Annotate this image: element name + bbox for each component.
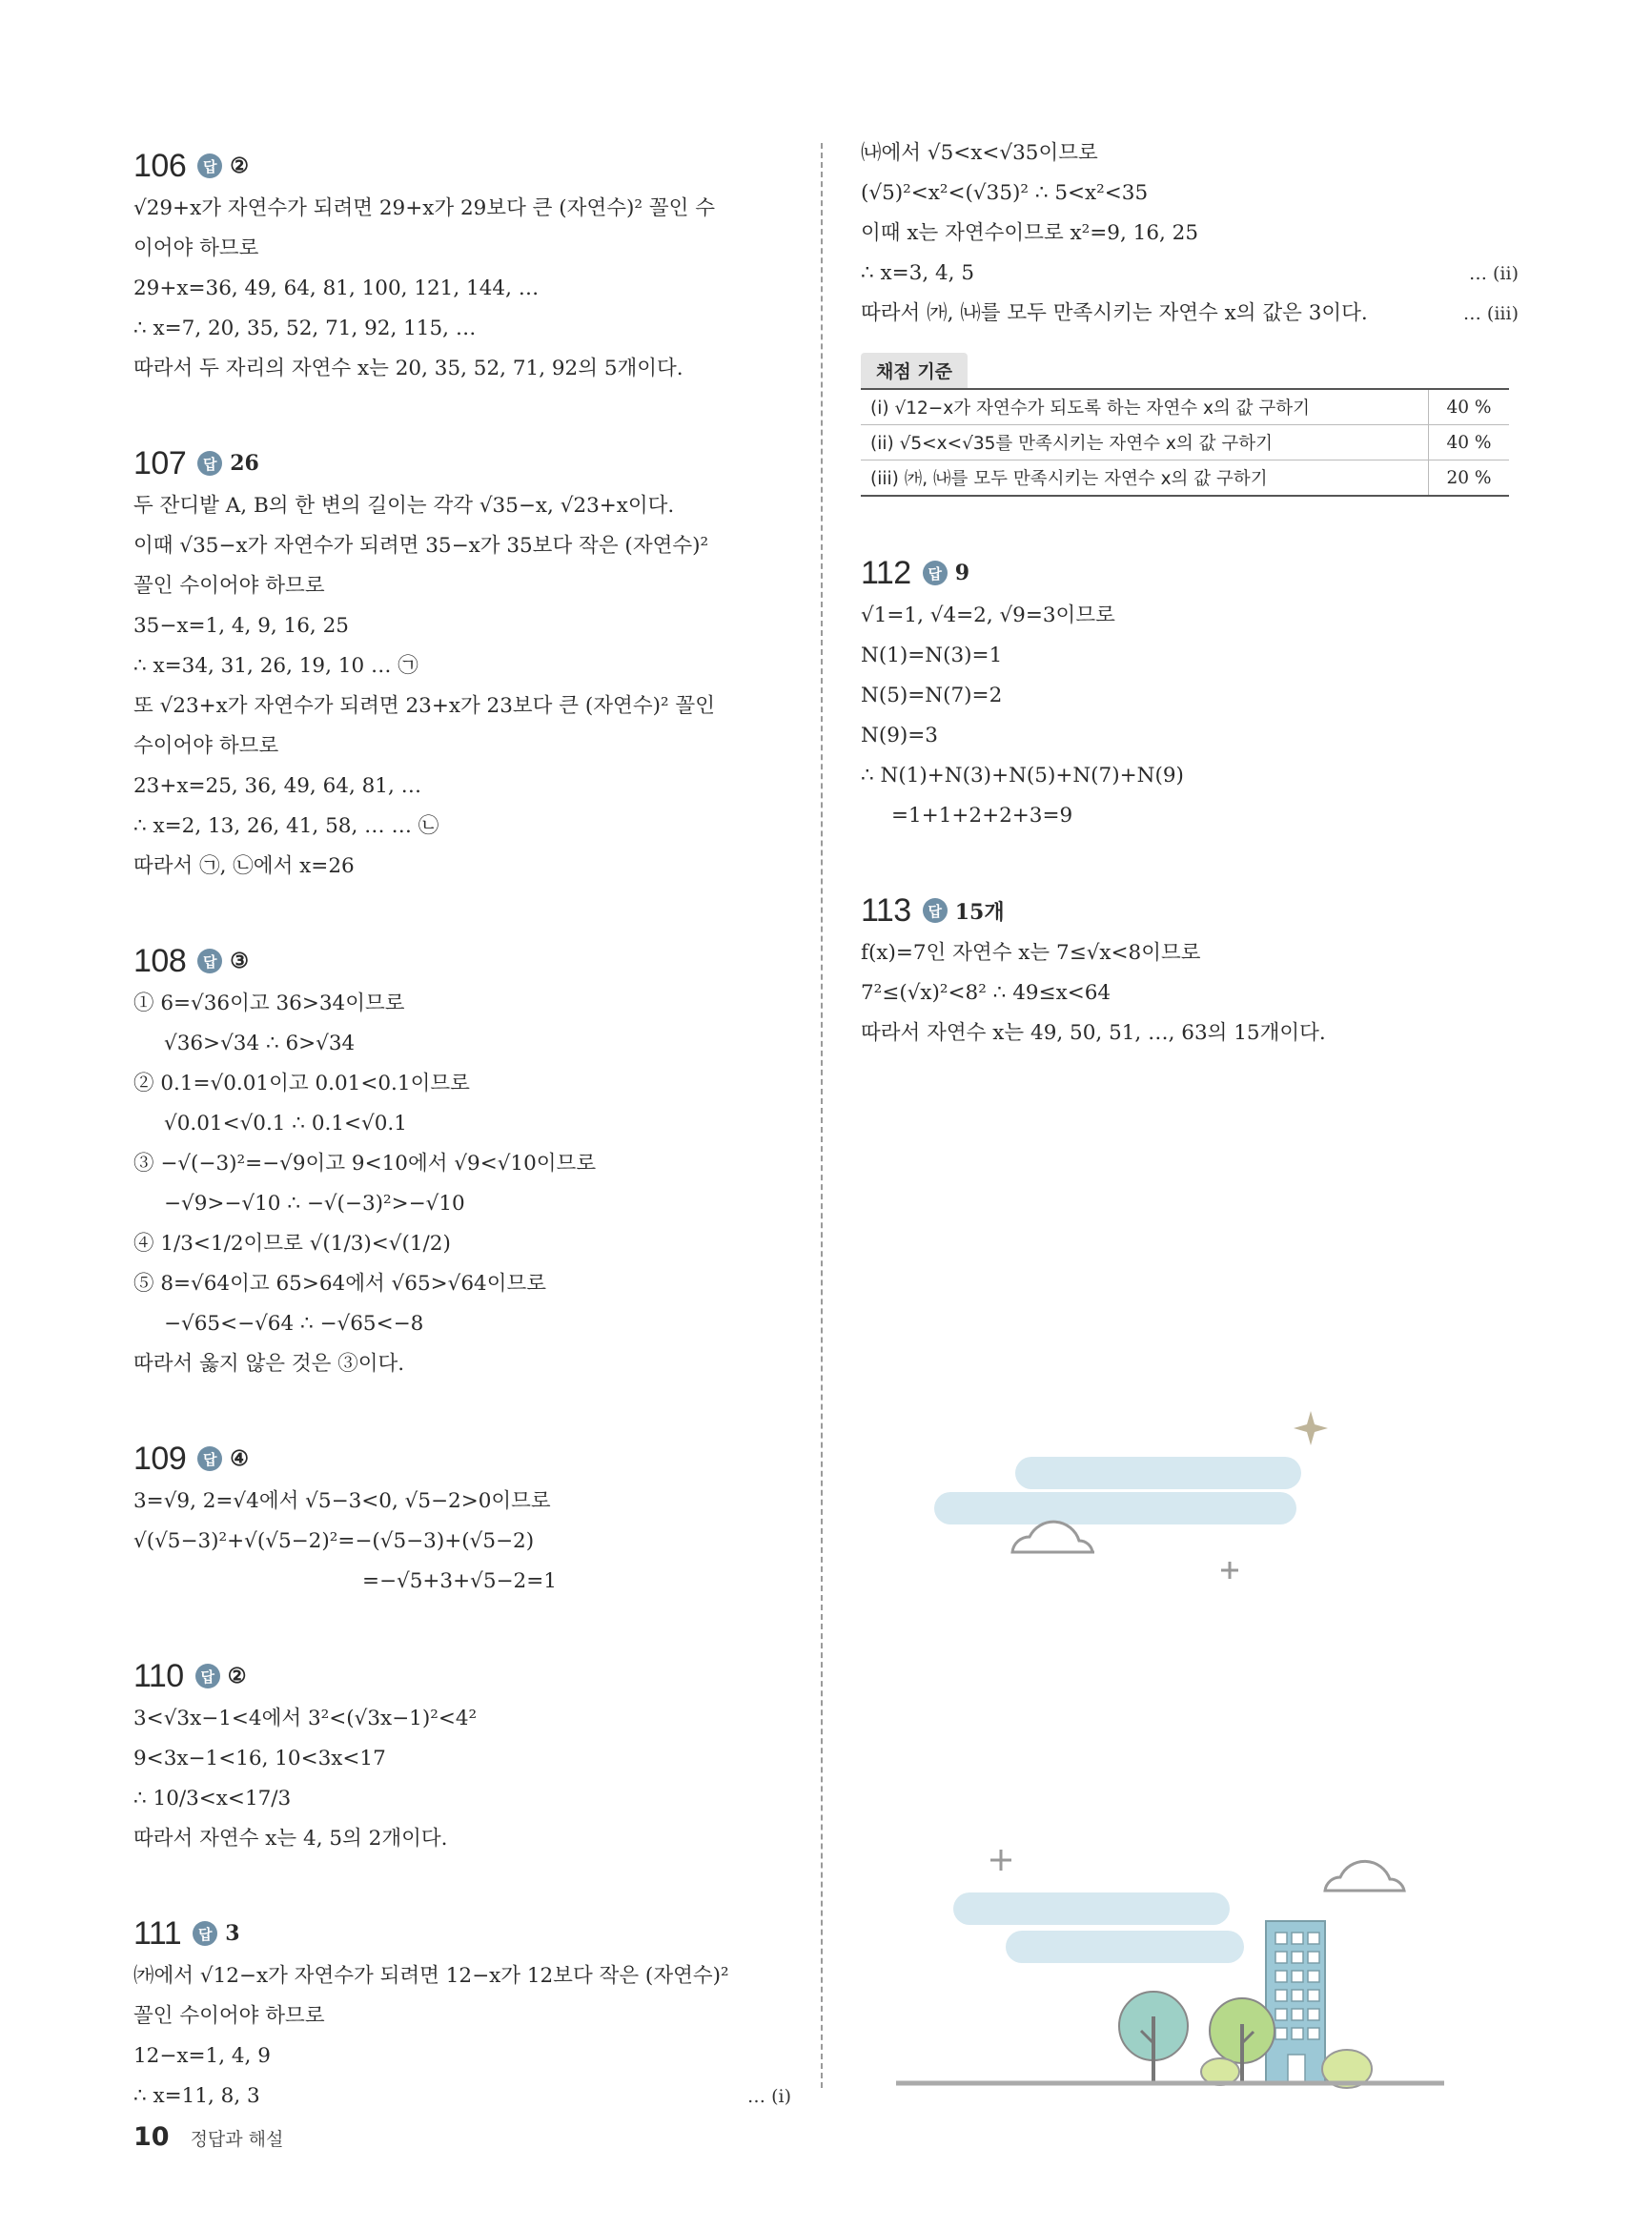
- problem-109: [133, 1436, 791, 1602]
- column-divider: [821, 143, 823, 2088]
- solution-line: √1=1, √4=2, √9=3이므로: [861, 604, 1115, 627]
- plus-icon: [1221, 1562, 1238, 1579]
- table-row: [861, 389, 1509, 425]
- solution-line: 3<√3x−1<4에서 3²<(√3x−1)²<4²: [133, 1707, 478, 1730]
- cloud-band-icon: [1015, 1457, 1301, 1489]
- cloud-band-icon: [934, 1492, 1296, 1524]
- answer-value: 3: [225, 1921, 240, 1946]
- criteria-percent: 40 %: [1429, 425, 1510, 460]
- solution-line: −√9>−√10 ∴ −√(−3)²>−√10: [164, 1192, 465, 1216]
- problem-header: [133, 1653, 791, 1699]
- problem-header: [133, 440, 791, 486]
- solution-line: ∴ x=2, 13, 26, 41, 58, … … ㉡: [133, 814, 439, 838]
- solution-text: ∴ x=3, 4, 5: [861, 261, 975, 285]
- solution-text: 따라서 ㈎, ㈏를 모두 만족시키는 자연수 x의 값은 3이다.: [861, 301, 1368, 325]
- solution-line: f(x)=7인 자연수 x는 7≤√x<8이므로: [861, 941, 1201, 965]
- problem-112: [861, 550, 1519, 836]
- solution-line: ④ 1/3<1/2이므로 √(1/3)<√(1/2): [133, 1232, 451, 1256]
- page-number: 10: [133, 2122, 170, 2152]
- solution-line: N(1)=N(3)=1: [861, 644, 1003, 667]
- answer-value: ②: [227, 1664, 247, 1688]
- solution-line: ㈏에서 √5<x<√35이므로: [861, 141, 1098, 165]
- problem-number: 110: [133, 1657, 184, 1694]
- solution-line: 수이어야 하므로: [133, 734, 279, 758]
- solution-line: −√65<−√64 ∴ −√65<−8: [164, 1312, 424, 1336]
- solution-line: 따라서 두 자리의 자연수 x는 20, 35, 52, 71, 92의 5개이다.: [133, 357, 683, 380]
- solution-line: ① 6=√36이고 36>34이므로: [133, 992, 405, 1015]
- left-column: [133, 143, 791, 2168]
- cloud-band-icon: [1006, 1931, 1244, 1963]
- solution-line: [861, 254, 1519, 294]
- solution-text: ∴ x=11, 8, 3: [133, 2084, 260, 2108]
- problem-number: 112: [861, 554, 911, 591]
- cloud-band-icon: [953, 1892, 1230, 1925]
- solution-line: 23+x=25, 36, 49, 64, 81, …: [133, 774, 422, 798]
- solution-line: ㈎에서 √12−x가 자연수가 되려면 12−x가 12보다 작은 (자연수)²: [133, 1964, 729, 1988]
- solution-line: √(√5−3)²+√(√5−2)²=−(√5−3)+(√5−2): [133, 1529, 535, 1553]
- problem-number: 107: [133, 444, 187, 481]
- solution-line: (√5)²<x²<(√35)² ∴ 5<x²<35: [861, 181, 1149, 205]
- criteria-percent: 40 %: [1429, 389, 1510, 425]
- problem-number: 113: [861, 891, 911, 929]
- answer-value: 15개: [954, 899, 1005, 925]
- cloud-icon: [1325, 1861, 1404, 1891]
- answer-badge: 답: [197, 153, 222, 178]
- solution-line: √29+x가 자연수가 되려면 29+x가 29보다 큰 (자연수)² 꼴인 수: [133, 196, 715, 220]
- solution-line: =−√5+3+√5−2=1: [362, 1569, 557, 1593]
- answer-badge: 답: [197, 451, 222, 476]
- solution-line: 따라서 ㉠, ㉡에서 x=26: [133, 854, 355, 878]
- solution-line: 두 잔디밭 A, B의 한 변의 길이는 각각 √35−x, √23+x이다.: [133, 494, 675, 518]
- problem-header: [861, 888, 1519, 933]
- solution-line: ③ −√(−3)²=−√9이고 9<10에서 √9<√10이므로: [133, 1152, 597, 1176]
- city-illustration: [891, 1826, 1454, 2097]
- solution-line: 꼴인 수이어야 하므로: [133, 574, 325, 598]
- solution-line: 따라서 자연수 x는 4, 5의 2개이다.: [133, 1827, 448, 1851]
- solution-line: N(9)=3: [861, 724, 938, 747]
- scoring-criteria-title: 채점 기준: [861, 353, 968, 388]
- problem-header: [133, 938, 791, 984]
- solution-line: 이때 √35−x가 자연수가 되려면 35−x가 35보다 작은 (자연수)²: [133, 534, 709, 558]
- solution-line: 꼴인 수이어야 하므로: [133, 2004, 325, 2028]
- problem-113: [861, 888, 1519, 1054]
- solution-line: 따라서 자연수 x는 49, 50, 51, …, 63의 15개이다.: [861, 1021, 1326, 1045]
- answer-badge: 답: [195, 1664, 220, 1688]
- solution-line: ⑤ 8=√64이고 65>64에서 √65>√64이므로: [133, 1272, 546, 1296]
- solution-line: 9<3x−1<16, 10<3x<17: [133, 1747, 386, 1770]
- solution-line: 29+x=36, 49, 64, 81, 100, 121, 144, …: [133, 276, 540, 300]
- scoring-criteria-table: [861, 388, 1509, 497]
- answer-value: 26: [230, 451, 259, 476]
- answer-badge: 답: [197, 949, 222, 973]
- table-row: [861, 460, 1509, 497]
- solution-line: 12−x=1, 4, 9: [133, 2044, 271, 2068]
- solution-line: N(5)=N(7)=2: [861, 684, 1003, 707]
- answer-badge: 답: [923, 898, 948, 923]
- solution-line: 7²≤(√x)²<8² ∴ 49≤x<64: [861, 981, 1112, 1005]
- solution-line: [861, 294, 1519, 334]
- solution-line: ∴ x=34, 31, 26, 19, 10 … ㉠: [133, 654, 418, 678]
- criteria-label: (ii) √5<x<√35를 만족시키는 자연수 x의 값 구하기: [861, 425, 1429, 460]
- solution-line: 따라서 옳지 않은 것은 ③이다.: [133, 1352, 405, 1376]
- criteria-label: (iii) ㈎, ㈏를 모두 만족시키는 자연수 x의 값 구하기: [861, 460, 1429, 497]
- problem-107: [133, 440, 791, 887]
- problem-106: [133, 143, 791, 389]
- solution-line: [133, 2077, 791, 2117]
- step-reference: … (ii): [1468, 263, 1519, 284]
- sparkle-icon: [1294, 1411, 1328, 1445]
- solution-line: √36>√34 ∴ 6>√34: [164, 1032, 356, 1055]
- step-reference: … (iii): [1462, 303, 1519, 324]
- problem-110: [133, 1653, 791, 1859]
- problem-number: 108: [133, 942, 187, 979]
- page-footer: [133, 2122, 283, 2152]
- sky-illustration: [934, 1401, 1335, 1592]
- problem-header: [133, 1436, 791, 1482]
- problem-number: 111: [133, 1914, 182, 1952]
- answer-badge: 답: [197, 1446, 222, 1471]
- solution-line: ∴ 10/3<x<17/3: [133, 1787, 292, 1811]
- answer-value: ③: [230, 949, 249, 973]
- answer-value: ②: [230, 153, 249, 178]
- problem-111: [133, 1911, 791, 2117]
- solution-line: =1+1+2+2+3=9: [891, 804, 1073, 828]
- problem-108: [133, 938, 791, 1384]
- answer-badge: 답: [193, 1921, 217, 1946]
- table-row: [861, 425, 1509, 460]
- problem-header: [133, 143, 791, 189]
- criteria-percent: 20 %: [1429, 460, 1510, 497]
- footer-label: 정답과 해설: [190, 2129, 284, 2150]
- criteria-label: (i) √12−x가 자연수가 되도록 하는 자연수 x의 값 구하기: [861, 389, 1429, 425]
- answer-value: ④: [230, 1446, 249, 1471]
- problem-number: 106: [133, 147, 187, 184]
- solution-line: 이어야 하므로: [133, 236, 259, 260]
- solution-line: 또 √23+x가 자연수가 되려면 23+x가 23보다 큰 (자연수)² 꼴인: [133, 694, 715, 718]
- plus-icon: [990, 1850, 1011, 1871]
- answer-badge: 답: [923, 561, 948, 585]
- cloud-icon: [1012, 1522, 1092, 1552]
- problem-111-continued: [861, 133, 1519, 334]
- scoring-criteria: [861, 353, 1519, 497]
- solution-line: 이때 x는 자연수이므로 x²=9, 16, 25: [861, 221, 1199, 245]
- solution-line: ∴ x=7, 20, 35, 52, 71, 92, 115, …: [133, 317, 477, 340]
- solution-line: 35−x=1, 4, 9, 16, 25: [133, 614, 349, 638]
- solution-line: ② 0.1=√0.01이고 0.01<0.1이므로: [133, 1072, 470, 1095]
- step-reference: … (i): [747, 2086, 791, 2107]
- solution-line: 3=√9, 2=√4에서 √5−3<0, √5−2>0이므로: [133, 1489, 551, 1513]
- problem-header: [133, 1911, 791, 1956]
- answer-value: 9: [954, 561, 970, 585]
- problem-header: [861, 550, 1519, 596]
- problem-number: 109: [133, 1440, 187, 1477]
- solution-line: ∴ N(1)+N(3)+N(5)+N(7)+N(9): [861, 764, 1184, 788]
- right-column: [861, 143, 1519, 1105]
- tree-icon: [1119, 1992, 1188, 2083]
- solution-line: √0.01<√0.1 ∴ 0.1<√0.1: [164, 1112, 407, 1135]
